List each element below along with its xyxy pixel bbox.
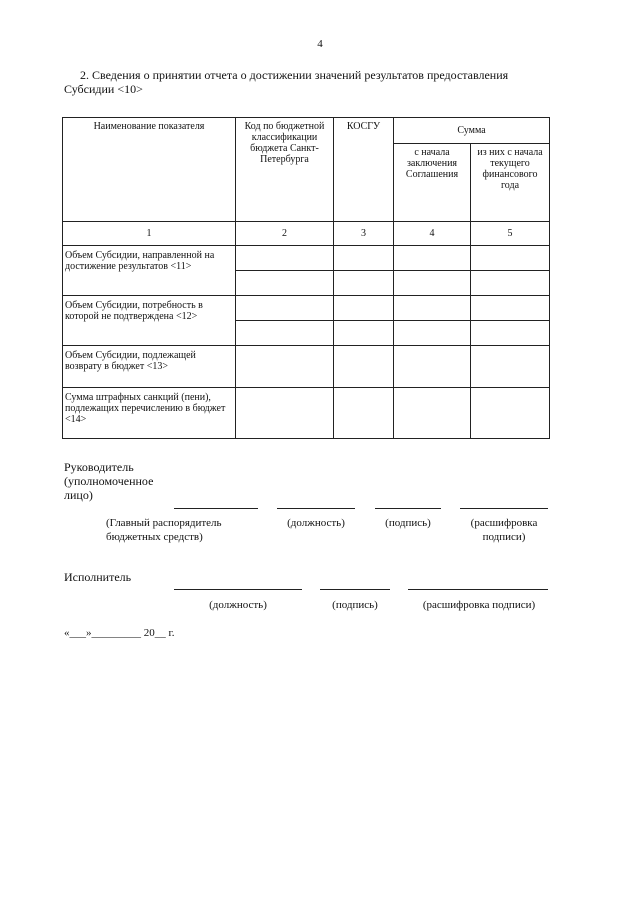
table-cell [334, 388, 394, 439]
table-cell [394, 321, 471, 346]
table-row [63, 246, 550, 271]
head-position-caption: (должность) [287, 517, 345, 529]
table-row [63, 346, 550, 388]
table-cell [471, 346, 550, 388]
section-title-line1: 2. Сведения о принятии отчета о достижении значений результатов предоставления [80, 68, 509, 82]
header-kosgu: КОСГУ [334, 118, 394, 222]
distributor-line[interactable] [174, 508, 258, 509]
table-cell [394, 346, 471, 388]
head-signature-caption: (подпись) [385, 517, 431, 529]
table-cell [394, 388, 471, 439]
table-cell [334, 246, 394, 271]
row-label: Объем Субсидии, направленной на достижение результатов <11> [63, 246, 236, 296]
column-number: 2 [236, 222, 334, 246]
table-cell [236, 321, 334, 346]
table-cell [236, 346, 334, 388]
header-sum-current-year: из них с начала текущего финансового года [471, 144, 550, 222]
head-transcript-line[interactable] [460, 508, 548, 509]
header-sum: Сумма [394, 118, 550, 144]
head-label: Руководитель (уполномоченное лицо) [64, 460, 154, 502]
executor-transcript-caption: (расшифровка подписи) [422, 599, 536, 611]
table-row [63, 388, 550, 439]
row-label: Объем Субсидии, потребность в которой не подтверждена <12> [63, 296, 236, 346]
table-cell [334, 321, 394, 346]
section-title-line2: Субсидии <10> [64, 82, 143, 96]
table-cell [471, 296, 550, 321]
row-label: Сумма штрафных санкций (пени), подлежащих перечислению в бюджет <14> [63, 388, 236, 439]
row-label: Объем Субсидии, подлежащей возврату в бюджет <13> [63, 346, 236, 388]
executor-position-line[interactable] [174, 589, 302, 590]
head-signature-line[interactable] [375, 508, 441, 509]
table-cell [236, 246, 334, 271]
section-title [64, 68, 564, 96]
executor-transcript-line[interactable] [408, 589, 548, 590]
table-cell [236, 388, 334, 439]
executor-position-caption: (должность) [209, 599, 267, 611]
table-cell [334, 271, 394, 296]
report-table [62, 117, 550, 439]
column-number-row [63, 222, 550, 246]
table-cell [334, 346, 394, 388]
table-cell [394, 296, 471, 321]
head-position-line[interactable] [277, 508, 355, 509]
header-budget-code: Код по бюджетной классификации бюджета Санкт-Петербурга [236, 118, 334, 222]
table-cell [394, 271, 471, 296]
table-cell [334, 296, 394, 321]
table-cell [471, 321, 550, 346]
table-cell [471, 388, 550, 439]
header-sum-from-start: с начала заключения Соглашения [394, 144, 471, 222]
table-cell [471, 246, 550, 271]
table-row [63, 296, 550, 321]
executor-signature-line[interactable] [320, 589, 390, 590]
column-number: 5 [471, 222, 550, 246]
executor-signature-caption: (подпись) [332, 599, 378, 611]
date-line[interactable]: «___»_________ 20__ г. [64, 627, 175, 639]
page-number: 4 [317, 38, 323, 50]
column-number: 1 [63, 222, 236, 246]
header-indicator-name: Наименование показателя [63, 118, 236, 222]
head-transcript-caption: (расшифровка подписи) [470, 517, 538, 543]
column-number: 4 [394, 222, 471, 246]
executor-label: Исполнитель [64, 570, 132, 584]
table-cell [471, 271, 550, 296]
table-cell [394, 246, 471, 271]
column-number: 3 [334, 222, 394, 246]
table-cell [236, 271, 334, 296]
distributor-caption: (Главный распорядитель бюджетных средств) [106, 517, 222, 543]
table-cell [236, 296, 334, 321]
